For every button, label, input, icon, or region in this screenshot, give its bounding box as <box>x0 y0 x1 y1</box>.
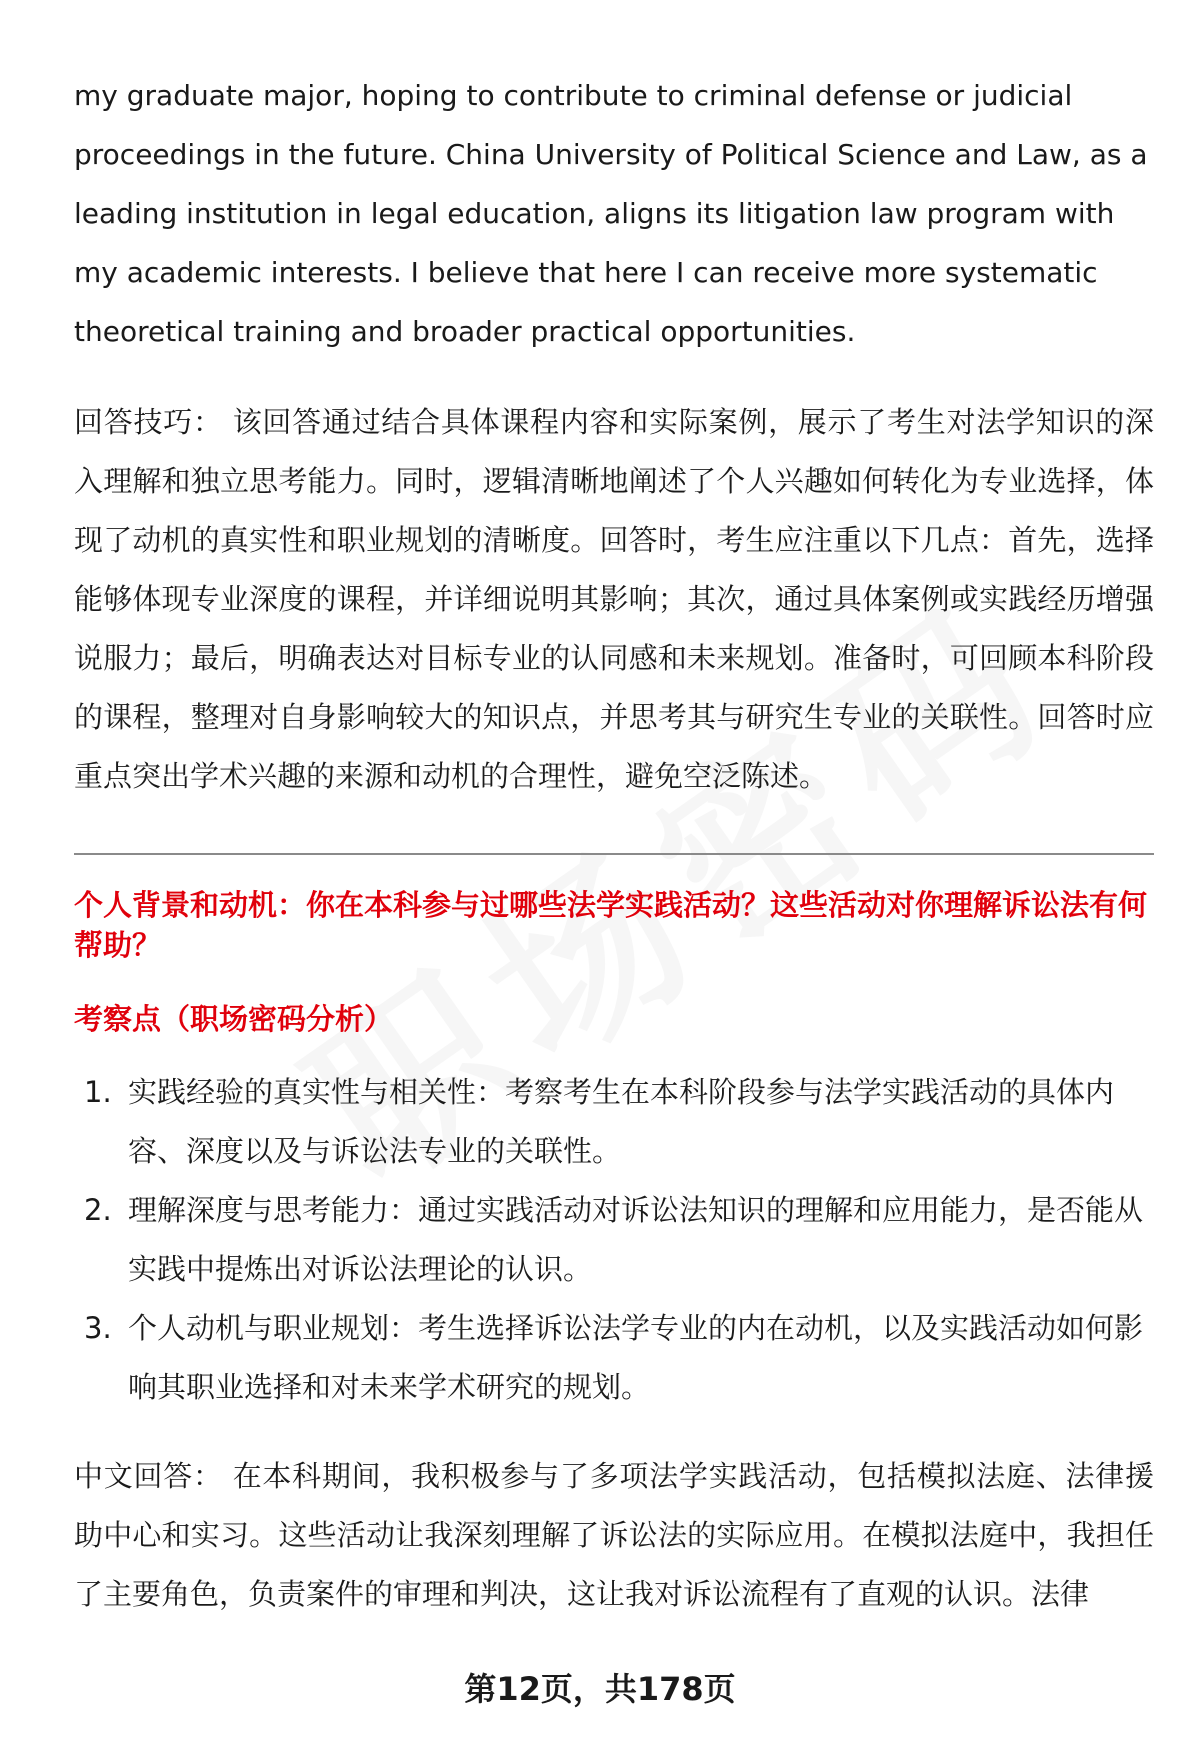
chinese-answer-paragraph <box>74 1447 1154 1624</box>
chinese-answer-label: 中文回答： <box>74 1459 223 1493</box>
list-item-text: 实践经验的真实性与相关性：考察考生在本科阶段参与法学实践活动的具体内容、深度以及与诉讼法专业的关联性。 <box>128 1075 1115 1168</box>
section-divider <box>74 853 1154 855</box>
list-item-number: 3. <box>84 1311 112 1345</box>
section-heading: 考察点（职场密码分析） <box>74 1002 394 1036</box>
document-page <box>74 66 1154 1624</box>
list-item-text: 理解深度与思考能力：通过实践活动对诉讼法知识的理解和应用能力，是否能从实践中提炼出对诉讼法理论的认识。 <box>128 1193 1144 1286</box>
list-item-text: 个人动机与职业规划：考生选择诉讼法学专业的内在动机，以及实践活动如何影响其职业选择和对未来学术研究的规划。 <box>128 1311 1144 1404</box>
answer-tips-text: 该回答通过结合具体课程内容和实际案例，展示了考生对法学知识的深入理解和独立思考能力。同时，逻辑清晰地阐述了个人兴趣如何转化为专业选择，体现了动机的真实性和职业规划的清晰度。回答时，考生应注重以下几点：首先，选择能够体现专业深度的课程，并详细说明其影响；其次，通过具体案例或实践经历增强说服力；最后，明确表达对目标专业的认同感和未来规划。准备时，可回顾本科阶段的课程，整理对自身影响较大的知识点，并思考其与研究生专业的关联性。回答时应重点突出学术兴趣的来源和动机的合理性，避免空泛陈述。 <box>74 405 1154 793</box>
page-number-footer: 第12页，共178页 <box>464 1670 736 1708</box>
answer-tips-paragraph <box>74 393 1154 806</box>
answer-tips-label: 回答技巧： <box>74 405 223 439</box>
english-answer-paragraph: my graduate major, hoping to contribute to criminal defense or judicial proceedings in the future. China University of Political Science and Law, as a leading institution in legal education, aligns its litigation law program with my academic interests. I believe that here I can receive more systematic theoretical training and broader practical opportunities. <box>74 79 1148 348</box>
assessment-points-list <box>74 1063 1154 1417</box>
list-item-number: 2. <box>84 1193 112 1227</box>
question-heading: 个人背景和动机：你在本科参与过哪些法学实践活动？这些活动对你理解诉讼法有何帮助？ <box>74 888 1148 962</box>
list-item-number: 1. <box>84 1075 112 1109</box>
list-item <box>74 1063 1154 1181</box>
chinese-answer-text: 在本科期间，我积极参与了多项法学实践活动，包括模拟法庭、法律援助中心和实习。这些活动让我深刻理解了诉讼法的实际应用。在模拟法庭中，我担任了主要角色，负责案件的审理和判决，这让我对诉讼流程有了直观的认识。法律 <box>74 1459 1154 1611</box>
list-item <box>74 1299 1154 1417</box>
list-item <box>74 1181 1154 1299</box>
